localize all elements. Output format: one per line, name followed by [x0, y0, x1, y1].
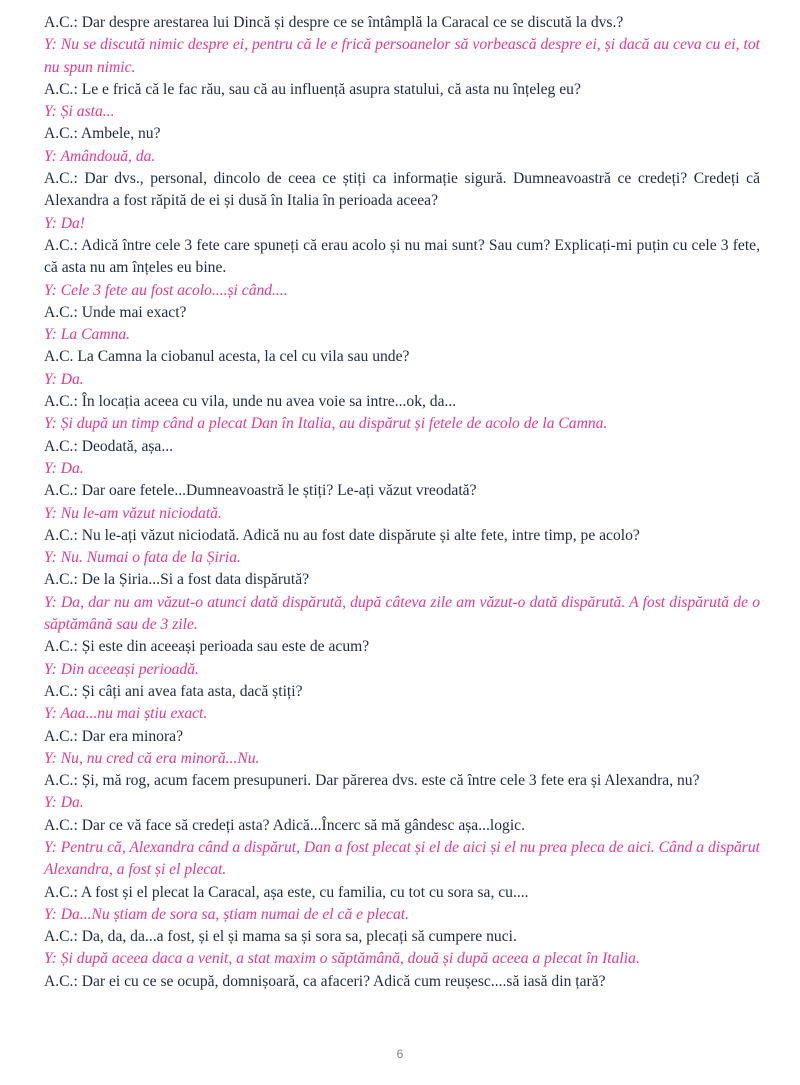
interviewer-line: A.C.: Și câți ani avea fata asta, dacă știți? — [44, 682, 303, 700]
interviewee-line: Y: Din aceeași perioadă. — [44, 660, 199, 678]
interviewer-line: A.C.: Dar era minora? — [44, 727, 183, 745]
interviewer-line: A.C.: Deodată, așa... — [44, 437, 174, 455]
interviewer-line: A.C.: Da, da, da...a fost, și el și mama sa și sora sa, plecați să cumpere nuci. — [44, 928, 517, 946]
interviewee-line: Y: Și după aceea daca a venit, a stat maxim o săptămână, două și după aceea a plecat în Italia. — [44, 950, 640, 968]
interviewer-line: A.C.: Dar ce vă face să credeți asta? Adică...Încerc să mă gândesc așa...logic. — [44, 816, 525, 834]
interviewer-line: A.C.: Dar oare fetele...Dumneavoastră le știți? Le-ați văzut vreodată? — [44, 482, 477, 500]
interviewer-line: A.C.: Le e frică că le fac rău, sau că au influență asupra statului, că asta nu înțeleg eu? — [44, 80, 581, 98]
interviewee-line: Y: Da. — [44, 459, 84, 477]
interviewer-line: A.C.: Dar ei cu ce se ocupă, domnișoară, ca afaceri? Adică cum reușesc....să iasă din țară? — [44, 972, 606, 990]
interviewee-line: Y: Da. — [44, 794, 84, 812]
interviewee-line: Y: Nu se discută nimic despre ei, pentru că le e frică persoanelor să vorbească despre ei, și dacă au ceva cu ei, tot nu spun nimic. — [44, 36, 760, 76]
interviewee-line: Y: La Camna. — [44, 326, 131, 344]
interviewer-line: A.C.: Adică între cele 3 fete care spuneți că erau acolo și nu mai sunt? Sau cum? Explicați-mi puțin cu cele 3 fete, că asta nu am înțeles eu bine. — [44, 236, 760, 277]
interviewee-line: Y: Și după un timp când a plecat Dan în Italia, au dispărut și fetele de acolo de la Camna. — [44, 415, 608, 433]
interviewee-line: Y: Și asta... — [44, 103, 115, 121]
interviewee-line: Y: Da...Nu știam de sora sa, știam numai de el că e plecat. — [44, 905, 409, 923]
transcript-page — [44, 12, 760, 993]
interviewee-line: Y: Da, dar nu am văzut-o atunci dată dispărută, după câteva zile am văzut-o dată dispărută. A fost dispărută de o săptămână sau de 3 zile. — [44, 593, 760, 634]
interviewee-line: Y: Cele 3 fete au fost acolo....și când.... — [44, 281, 288, 299]
interviewer-line: A.C.: În locația aceea cu vila, unde nu avea voie sa intre...ok, da... — [44, 393, 457, 411]
interviewee-line: Y: Pentru că, Alexandra când a dispărut, Dan a fost plecat și el de aici și el nu prea pleca de aici. Când a dispărut Alexandra, a fost și el plecat. — [44, 838, 760, 879]
interviewer-line: A.C.: Și este din aceeași perioada sau este de acum? — [44, 638, 370, 656]
interviewee-line: Y: Da. — [44, 370, 84, 388]
interviewer-line: A.C.: Ambele, nu? — [44, 125, 161, 143]
interviewer-line: A.C.: Unde mai exact? — [44, 303, 187, 321]
interviewee-line: Y: Nu, nu cred că era minoră...Nu. — [44, 749, 260, 767]
interviewee-line: Y: Amândouă, da. — [44, 147, 156, 165]
interviewer-line: A.C.: Și, mă rog, acum facem presupuneri. Dar părerea dvs. este că între cele 3 fete era și Alexandra, nu? — [44, 772, 700, 790]
interviewee-line: Y: Da! — [44, 214, 86, 232]
interviewer-line: A.C.: Dar dvs., personal, dincolo de ceea ce știți ca informație sigură. Dumneavoastră ce credeți? Credeți că Alexandra a fost răpită de ei și dusă în Italia în perioada aceea? — [44, 170, 760, 210]
transcript-body — [44, 12, 760, 993]
interviewer-line: A.C.: De la Șiria...Si a fost data dispărută? — [44, 571, 310, 589]
interviewee-line: Y: Nu le-am văzut niciodată. — [44, 504, 222, 522]
interviewer-line: A.C.: Dar despre arestarea lui Dincă și despre ce se întâmplă la Caracal ce se discută la dvs.? — [44, 14, 624, 31]
interviewee-line: Y: Aaa...nu mai știu exact. — [44, 705, 208, 723]
interviewer-line: A.C.: A fost și el plecat la Caracal, așa este, cu familia, cu tot cu sora sa, cu.... — [44, 883, 529, 901]
interviewer-line: A.C. La Camna la ciobanul acesta, la cel cu vila sau unde? — [44, 348, 410, 366]
interviewer-line: A.C.: Nu le-ați văzut niciodată. Adică nu au fost date dispărute și alte fete, intre timp, pe acolo? — [44, 526, 640, 544]
interviewee-line: Y: Nu. Numai o fata de la Șiria. — [44, 549, 241, 567]
page-number: 6 — [396, 1047, 404, 1061]
